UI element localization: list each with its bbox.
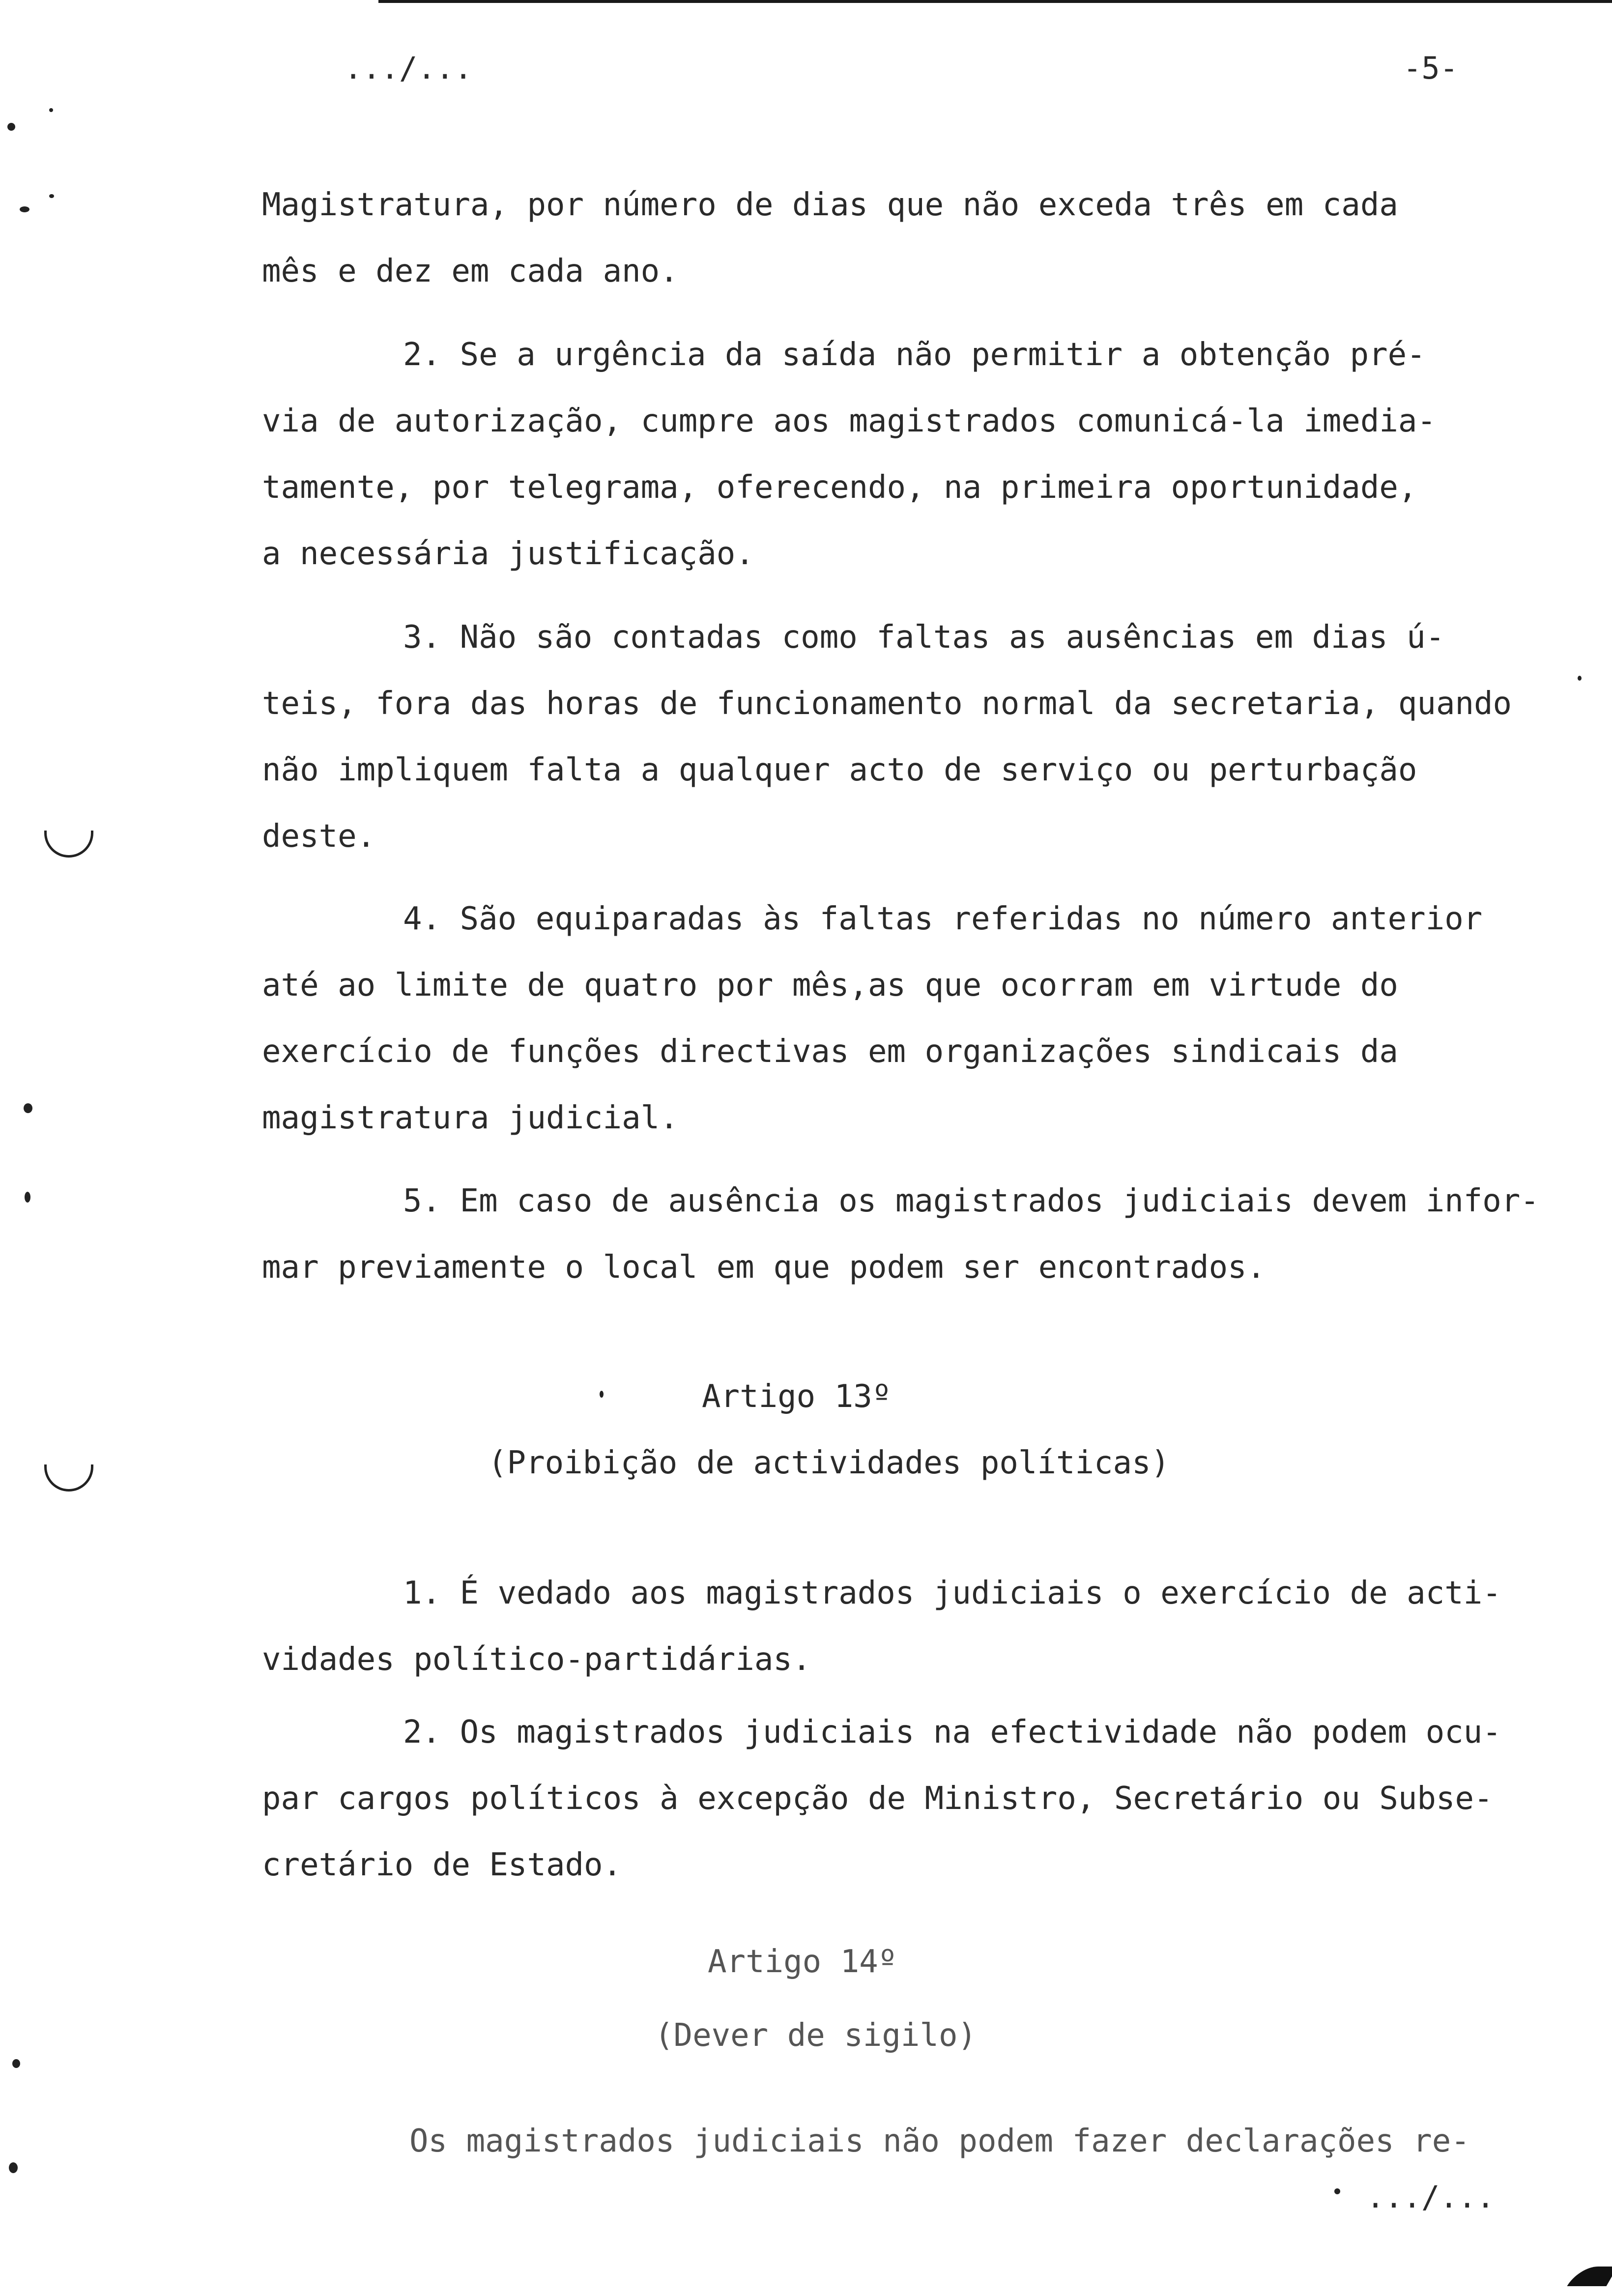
continuation-mark-bottom: .../... bbox=[1366, 2179, 1495, 2215]
article-14-subtitle: (Dever de sigilo) bbox=[655, 2017, 977, 2054]
punch-hole-mark bbox=[44, 1464, 93, 1492]
scan-speck bbox=[600, 1391, 604, 1398]
continuation-mark-top: .../... bbox=[344, 50, 473, 86]
scan-speck bbox=[1578, 676, 1582, 681]
article-13-line: cretário de Estado. bbox=[262, 1847, 622, 1883]
article-13-line: 2. Os magistrados judiciais na efectividade não podem ocu- bbox=[403, 1714, 1501, 1751]
scan-speck bbox=[7, 123, 15, 131]
body-line: via de autorização, cumpre aos magistrados comunicá-la imedia- bbox=[262, 403, 1436, 439]
body-line: teis, fora das horas de funcionamento normal da secretaria, quando bbox=[262, 686, 1512, 722]
corner-mark bbox=[1567, 2267, 1612, 2286]
article-13-line: vidades político-partidárias. bbox=[262, 1641, 811, 1678]
body-line: exercício de funções directivas em organizações sindicais da bbox=[262, 1033, 1398, 1070]
scan-speck bbox=[12, 2059, 20, 2068]
article-13-title: Artigo 13º bbox=[702, 1378, 892, 1415]
scan-speck bbox=[49, 108, 53, 112]
scan-speck bbox=[24, 1103, 32, 1113]
body-line: deste. bbox=[262, 818, 376, 855]
body-line: tamente, por telegrama, oferecendo, na primeira oportunidade, bbox=[262, 469, 1417, 506]
article-14-title: Artigo 14º bbox=[708, 1944, 897, 1980]
scan-speck bbox=[1334, 2188, 1340, 2194]
body-line: 2. Se a urgência da saída não permitir a obtenção pré- bbox=[403, 337, 1426, 373]
article-13-line: par cargos políticos à excepção de Ministro, Secretário ou Subse- bbox=[262, 1780, 1493, 1817]
body-line: mês e dez em cada ano. bbox=[262, 253, 679, 289]
body-line: 3. Não são contadas como faltas as ausências em dias ú- bbox=[403, 619, 1445, 656]
body-line: Magistratura, por número de dias que não exceda três em cada bbox=[262, 187, 1398, 223]
scan-speck bbox=[25, 1192, 30, 1203]
scan-speck bbox=[49, 194, 54, 198]
article-14-line: Os magistrados judiciais não podem fazer declarações re- bbox=[409, 2123, 1470, 2159]
punch-hole-mark bbox=[44, 831, 93, 858]
body-line: magistratura judicial. bbox=[262, 1100, 679, 1136]
scan-speck bbox=[9, 2162, 18, 2173]
page-number: -5- bbox=[1403, 50, 1458, 86]
body-line: a necessária justificação. bbox=[262, 536, 754, 572]
top-rule bbox=[378, 0, 1612, 3]
body-line: mar previamente o local em que podem ser encontrados. bbox=[262, 1249, 1266, 1286]
body-line: até ao limite de quatro por mês,as que ocorram em virtude do bbox=[262, 967, 1398, 1004]
body-line: 5. Em caso de ausência os magistrados judiciais devem infor- bbox=[403, 1183, 1539, 1219]
body-line: 4. São equiparadas às faltas referidas no número anterior bbox=[403, 901, 1483, 937]
scan-speck bbox=[20, 206, 29, 212]
body-line: não impliquem falta a qualquer acto de serviço ou perturbação bbox=[262, 752, 1417, 788]
article-13-line: 1. É vedado aos magistrados judiciais o exercício de acti- bbox=[403, 1575, 1501, 1611]
article-13-subtitle: (Proibição de actividades políticas) bbox=[488, 1445, 1170, 1481]
